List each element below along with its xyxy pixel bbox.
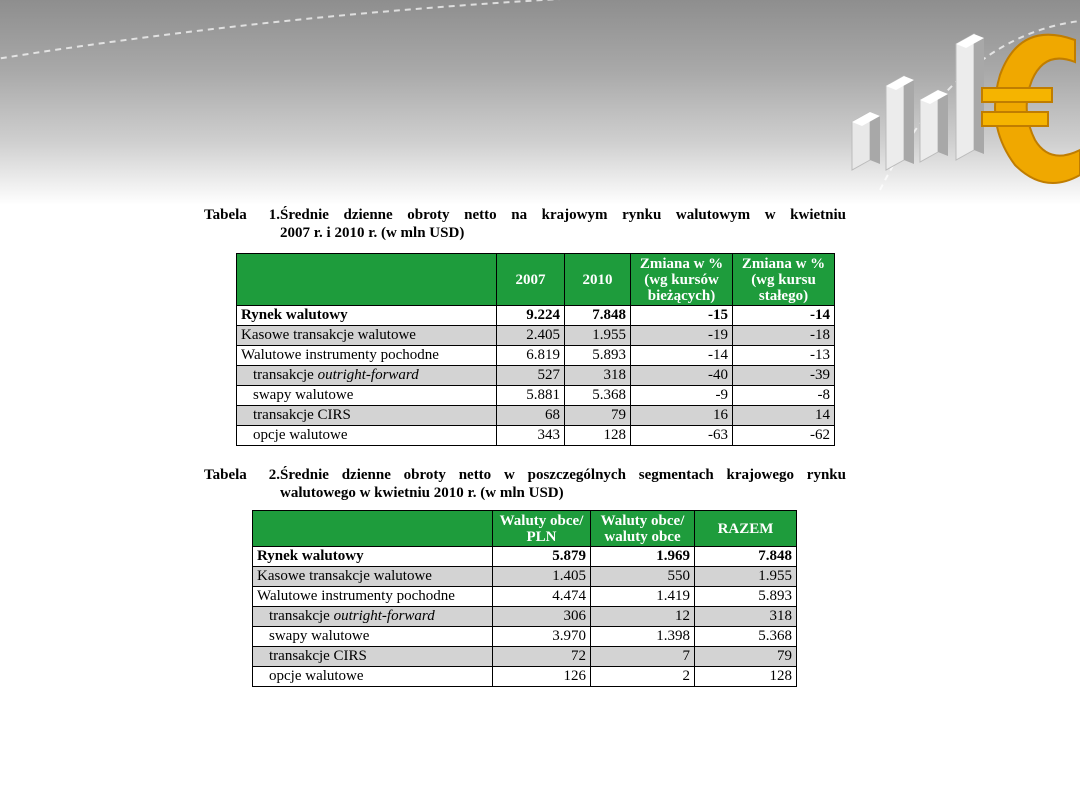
dashed-curve-decoration xyxy=(0,0,640,60)
cell: -13 xyxy=(733,346,835,366)
row-label: opcje walutowe xyxy=(237,426,497,446)
row-label-italic: outright-forward xyxy=(317,367,419,383)
cell: 72 xyxy=(493,647,591,667)
row-label xyxy=(237,366,497,386)
cell: 550 xyxy=(591,567,695,587)
cell: -18 xyxy=(733,326,835,346)
table2-title-line1: Średnie dzienne obroty netto w poszczególnych segmentach krajowego rynku xyxy=(280,467,846,483)
cell: -63 xyxy=(631,426,733,446)
row-label: Kasowe transakcje walutowe xyxy=(237,326,497,346)
table2-title-line2: walutowego w kwietniu 2010 r. (w mln USD) xyxy=(280,485,564,501)
row-label-prefix: transakcje xyxy=(269,608,334,624)
table-row xyxy=(237,326,835,346)
table-row xyxy=(237,406,835,426)
cell: 1.419 xyxy=(591,587,695,607)
cell: -14 xyxy=(733,306,835,326)
cell: 12 xyxy=(591,607,695,627)
table1-header-row xyxy=(237,254,835,306)
cell: 14 xyxy=(733,406,835,426)
cell: 5.893 xyxy=(565,346,631,366)
table-row xyxy=(237,306,835,326)
table-row xyxy=(253,547,797,567)
cell: 4.474 xyxy=(493,587,591,607)
cell: 5.879 xyxy=(493,547,591,567)
table2-caption-label: Tabela 2. xyxy=(204,467,280,483)
table1-title-line1: Średnie dzienne obroty netto na krajowym rynku walutowym w kwietniu xyxy=(280,207,846,223)
cell: 306 xyxy=(493,607,591,627)
cell: 1.398 xyxy=(591,627,695,647)
table1 xyxy=(236,253,835,446)
cell: 5.368 xyxy=(695,627,797,647)
table-row xyxy=(253,647,797,667)
cell: -39 xyxy=(733,366,835,386)
cell: 343 xyxy=(497,426,565,446)
row-label-prefix: transakcje xyxy=(253,367,318,383)
cell: -19 xyxy=(631,326,733,346)
row-label: Rynek walutowy xyxy=(253,547,493,567)
cell: 68 xyxy=(497,406,565,426)
cell: 2.405 xyxy=(497,326,565,346)
cell: 5.893 xyxy=(695,587,797,607)
table-row xyxy=(253,627,797,647)
row-label: Rynek walutowy xyxy=(237,306,497,326)
cell: -40 xyxy=(631,366,733,386)
row-label: opcje walutowe xyxy=(253,667,493,687)
row-label: Walutowe instrumenty pochodne xyxy=(237,346,497,366)
cell: -15 xyxy=(631,306,733,326)
table-row xyxy=(253,607,797,627)
bar-chart-icon xyxy=(852,34,984,170)
cell: 527 xyxy=(497,366,565,386)
table1-header-change-current: Zmiana w % (wg kursów bieżących) xyxy=(631,254,733,306)
row-label: swapy walutowe xyxy=(253,627,493,647)
cell: -8 xyxy=(733,386,835,406)
table2-header-empty xyxy=(253,511,493,547)
cell: 2 xyxy=(591,667,695,687)
row-label: transakcje CIRS xyxy=(237,406,497,426)
table-row xyxy=(237,386,835,406)
slide-header-background xyxy=(0,0,1080,205)
cell: -9 xyxy=(631,386,733,406)
cell: -14 xyxy=(631,346,733,366)
table-row xyxy=(237,366,835,386)
cell: 1.955 xyxy=(565,326,631,346)
cell: -62 xyxy=(733,426,835,446)
table2-header-fx-pln: Waluty obce/ PLN xyxy=(493,511,591,547)
row-label: Walutowe instrumenty pochodne xyxy=(253,587,493,607)
cell: 126 xyxy=(493,667,591,687)
cell: 1.969 xyxy=(591,547,695,567)
table1-header-2007: 2007 xyxy=(497,254,565,306)
cell: 318 xyxy=(695,607,797,627)
table1-title-line2: 2007 r. i 2010 r. (w mln USD) xyxy=(280,225,465,241)
table-row xyxy=(253,567,797,587)
row-label: transakcje CIRS xyxy=(253,647,493,667)
table2-header-total: RAZEM xyxy=(695,511,797,547)
table2-header-fx-fx: Waluty obce/ waluty obce xyxy=(591,511,695,547)
table1-caption xyxy=(204,206,846,242)
table1-caption-label: Tabela 1. xyxy=(204,207,280,223)
cell: 9.224 xyxy=(497,306,565,326)
row-label xyxy=(253,607,493,627)
euro-sign-icon xyxy=(982,35,1080,183)
table2 xyxy=(252,510,797,687)
cell: 1.405 xyxy=(493,567,591,587)
table-row xyxy=(253,587,797,607)
table-row xyxy=(237,346,835,366)
table2-header-row xyxy=(253,511,797,547)
table1-header-change-constant: Zmiana w % (wg kursu stałego) xyxy=(733,254,835,306)
row-label: Kasowe transakcje walutowe xyxy=(253,567,493,587)
cell: 5.881 xyxy=(497,386,565,406)
table-row xyxy=(253,667,797,687)
cell: 7.848 xyxy=(565,306,631,326)
cell: 79 xyxy=(695,647,797,667)
cell: 6.819 xyxy=(497,346,565,366)
table2-caption xyxy=(204,466,846,502)
cell: 128 xyxy=(565,426,631,446)
cell: 7 xyxy=(591,647,695,667)
row-label-italic: outright-forward xyxy=(333,608,435,624)
cell: 5.368 xyxy=(565,386,631,406)
header-decoration xyxy=(0,0,1080,205)
cell: 3.970 xyxy=(493,627,591,647)
cell: 318 xyxy=(565,366,631,386)
cell: 128 xyxy=(695,667,797,687)
cell: 7.848 xyxy=(695,547,797,567)
table1-header-empty xyxy=(237,254,497,306)
row-label: swapy walutowe xyxy=(237,386,497,406)
table1-header-2010: 2010 xyxy=(565,254,631,306)
table-row xyxy=(237,426,835,446)
cell: 16 xyxy=(631,406,733,426)
cell: 1.955 xyxy=(695,567,797,587)
cell: 79 xyxy=(565,406,631,426)
